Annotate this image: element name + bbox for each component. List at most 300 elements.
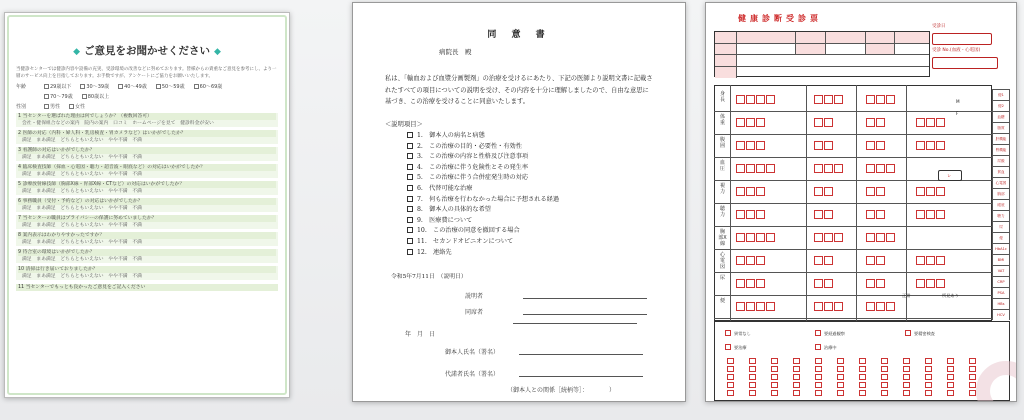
row-divider (714, 134, 992, 135)
input-cell[interactable] (866, 279, 875, 288)
age-option[interactable]: 50〜59歳 (156, 83, 185, 90)
diagnosis-cell[interactable] (837, 358, 844, 364)
input-cell[interactable] (926, 187, 935, 196)
diagnosis-cell[interactable] (947, 374, 954, 380)
diagnosis-cell[interactable] (969, 390, 976, 396)
diagnosis-cell[interactable] (859, 382, 866, 388)
diagnosis-cell[interactable] (903, 366, 910, 372)
input-cell[interactable] (886, 95, 895, 104)
survey-question (16, 249, 278, 263)
side-index-item: 眼底 (992, 199, 1010, 210)
input-cell[interactable] (876, 233, 885, 242)
input-cell[interactable] (876, 141, 885, 150)
consent-title: 同 意 書 (487, 30, 551, 40)
row-label: 聴力 (719, 206, 725, 218)
input-cell[interactable] (824, 302, 833, 311)
diagnosis-cell[interactable] (815, 382, 822, 388)
checkbox[interactable] (407, 153, 413, 159)
item-text: 1. 御本人の病名と病態 (417, 132, 485, 139)
input-cell[interactable] (736, 256, 745, 265)
age-option[interactable]: 60〜69歳 (194, 83, 223, 90)
age-row (16, 83, 278, 90)
input-cell[interactable] (876, 118, 885, 127)
input-cell[interactable] (736, 187, 745, 196)
side-index-item: 便 (992, 232, 1010, 243)
diagnosis-section (714, 321, 1010, 401)
answer-scale[interactable]: 満足 まあ満足 どちらともいえない やや不満 不満 (22, 138, 142, 143)
explanation-item (407, 216, 559, 227)
diagnosis-cell[interactable] (837, 374, 844, 380)
input-cell[interactable] (876, 210, 885, 219)
diamond-icon: ◆ (73, 47, 80, 57)
input-cell[interactable] (814, 210, 823, 219)
age-option[interactable]: 40〜49歳 (118, 83, 147, 90)
answer-scale[interactable]: 満足 まあ満足 どちらともいえない やや不満 不満 (22, 206, 142, 211)
explanation-item (407, 226, 559, 237)
input-cell[interactable] (814, 118, 823, 127)
diagnosis-cell[interactable] (815, 366, 822, 372)
row-divider (714, 111, 992, 112)
sex-m: M (956, 99, 960, 104)
diagnosis-cell[interactable] (925, 358, 932, 364)
item-text: 3. この治療の内容と性格及び注意事項 (417, 153, 529, 161)
consent-form (352, 2, 686, 402)
age-option[interactable]: 70〜79歳 (44, 93, 73, 100)
checkbox[interactable] (407, 206, 413, 212)
checkbox[interactable] (407, 196, 413, 202)
input-cell[interactable] (756, 118, 765, 127)
survey-intro: 当健診センターでは健診内容や設備の充実、受診環境の改善などに努めております。皆様からの貴重なご意見を参考にし、より一層のサービス向上を目指しております。お手数ですが、アンケートにご協力をお願いいたします。 (16, 67, 277, 79)
diagnosis-option[interactable]: 要治療 (725, 344, 747, 351)
side-index-item: 便2 (992, 100, 1010, 111)
answer-scale[interactable]: 満足 まあ満足 どちらともいえない やや不満 不満 (22, 223, 142, 228)
diagnosis-cell[interactable] (793, 374, 800, 380)
input-cell[interactable] (746, 210, 755, 219)
input-cell[interactable] (766, 95, 775, 104)
input-cell[interactable] (766, 302, 775, 311)
diagnosis-cell[interactable] (881, 382, 888, 388)
input-cell[interactable] (936, 210, 945, 219)
side-index-item: BMI (992, 254, 1010, 265)
input-cell[interactable] (866, 164, 875, 173)
ymd-label: 年 月 日 (405, 331, 436, 338)
side-index-item: 脂質 (992, 122, 1010, 133)
medical-check-form (705, 2, 1017, 402)
question-text: 8 案内表示はわかりやすかったですか？ (18, 232, 276, 239)
input-cell[interactable] (814, 164, 823, 173)
diagnosis-cell[interactable] (925, 374, 932, 380)
diagnosis-option[interactable]: 異常なし (725, 330, 751, 337)
diagnosis-cell[interactable] (727, 366, 734, 372)
question-text: 9 待合室の環境はいかがでしたか？ (18, 249, 276, 256)
input-cell[interactable] (926, 256, 935, 265)
diagnosis-cell[interactable] (837, 366, 844, 372)
checkbox[interactable] (407, 174, 413, 180)
diagnosis-cell[interactable] (815, 358, 822, 364)
question-text: 6 事務職員（受付・予約など）の対応はいかがでしたか？ (18, 198, 276, 205)
diagnosis-cell[interactable] (837, 390, 844, 396)
item-text: 8. 御本人の具体的な希望 (417, 206, 491, 214)
row-divider (714, 272, 992, 273)
diagnosis-cell[interactable] (903, 358, 910, 364)
question-text: 10 清掃は行き届いておりましたか？ (18, 266, 276, 273)
diagnosis-cell[interactable] (969, 358, 976, 364)
item-text: 5. この治療に伴う合併症発生時の対応 (417, 174, 529, 182)
diagnosis-cell[interactable] (771, 358, 778, 364)
column-divider (856, 85, 857, 321)
proxy-sign-label: 代諾者氏名（署名） (445, 371, 500, 378)
diagnosis-cell[interactable] (727, 358, 734, 364)
checkbox[interactable] (407, 217, 413, 223)
input-cell[interactable] (746, 164, 755, 173)
item-text: 2. この治療の目的・必要性・有効性 (417, 142, 522, 150)
answer-scale[interactable]: 満足 まあ満足 どちらともいえない やや不満 不満 (22, 155, 142, 160)
input-cell[interactable] (936, 187, 945, 196)
side-index-item: 血糖 (992, 111, 1010, 122)
row-label: 体重 (719, 114, 725, 126)
item-text: 6. 代替可能な治療 (417, 184, 473, 192)
row-label: 身長 (719, 91, 725, 103)
sex-row (16, 103, 278, 110)
input-cell[interactable] (824, 118, 833, 127)
input-cell[interactable] (936, 141, 945, 150)
attendee-line[interactable] (465, 307, 647, 316)
age-label: 年齢 (16, 84, 27, 90)
input-cell[interactable] (876, 164, 885, 173)
explanation-item (407, 152, 559, 163)
input-cell[interactable] (936, 118, 945, 127)
answer-scale[interactable]: 満足 まあ満足 どちらともいえない やや不満 不満 (22, 189, 142, 194)
diagnosis-cell[interactable] (771, 366, 778, 372)
input-cell[interactable] (936, 279, 945, 288)
input-cell[interactable] (756, 141, 765, 150)
explanation-item (407, 237, 559, 248)
side-index-item: PSA (992, 287, 1010, 298)
side-index-item: 便1 (992, 89, 1010, 100)
input-cell[interactable] (756, 302, 765, 311)
checkbox[interactable] (407, 164, 413, 170)
row-divider (714, 157, 992, 158)
row-label: 便 (719, 298, 725, 304)
input-cell[interactable] (756, 233, 765, 242)
input-cell[interactable] (756, 256, 765, 265)
input-cell[interactable] (926, 210, 935, 219)
side-index-item: 心電図 (992, 177, 1010, 188)
input-cell[interactable] (756, 279, 765, 288)
survey-question (16, 181, 278, 195)
diagnosis-cell[interactable] (749, 390, 756, 396)
item-text: 12. 連絡先 (417, 248, 452, 256)
diagnosis-cell[interactable] (947, 390, 954, 396)
item-text: 10. この治療の同意を撤回する場合 (417, 227, 520, 235)
diagnosis-cell[interactable] (749, 382, 756, 388)
diagnosis-cell[interactable] (727, 374, 734, 380)
diagnosis-cell[interactable] (749, 366, 756, 372)
diagnosis-option[interactable]: 要経過観察 (815, 330, 845, 337)
row-divider (714, 249, 992, 250)
proxy-sign-line[interactable] (445, 369, 643, 378)
side-index-item: HbA1c (992, 243, 1010, 254)
input-cell[interactable] (814, 233, 823, 242)
row-divider (714, 203, 992, 204)
checkbox[interactable] (407, 238, 413, 244)
input-cell[interactable] (834, 164, 843, 173)
side-index-item: HBs (992, 298, 1010, 309)
diagnosis-cell[interactable] (859, 374, 866, 380)
explanation-item (407, 173, 559, 184)
side-index-item: HCV (992, 309, 1010, 320)
diagnosis-cell[interactable] (727, 382, 734, 388)
input-cell[interactable] (736, 210, 745, 219)
diagnosis-cell[interactable] (793, 358, 800, 364)
question-text: 5 診療放射線技師（胸部X線・胃部X線・CTなど）の対応はいかがでしたか？ (18, 181, 276, 188)
input-cell[interactable] (916, 141, 925, 150)
explanation-item (407, 163, 559, 174)
input-cell[interactable] (814, 256, 823, 265)
age-row-2 (16, 93, 278, 100)
input-cell[interactable] (736, 95, 745, 104)
input-cell[interactable] (824, 164, 833, 173)
relation-line: （御本人との関係［続柄等］： ） (507, 387, 616, 394)
diagnosis-cell[interactable] (749, 374, 756, 380)
input-cell[interactable] (834, 302, 843, 311)
question-text: 2 医師の対応（内科・婦人科・乳房検査・胃カメラなど）はいかがでしたか？ (18, 130, 276, 137)
item-text: 11. セカンドオピニオンについて (417, 237, 514, 245)
survey-question (16, 113, 278, 127)
sex-option[interactable]: 女性 (69, 103, 85, 110)
row-divider (714, 226, 992, 227)
diagnosis-cell[interactable] (947, 382, 954, 388)
input-cell[interactable] (866, 187, 875, 196)
input-cell[interactable] (876, 187, 885, 196)
row-label: 腹囲 (719, 137, 725, 149)
answer-scale[interactable]: 会社・健保組合などの案内 院内の案内 口コミ ホームページを見て 健診料金が安い (22, 121, 214, 126)
input-cell[interactable] (824, 95, 833, 104)
input-cell[interactable] (866, 95, 875, 104)
explanation-item (407, 142, 559, 153)
input-cell[interactable] (746, 118, 755, 127)
side-index-column (992, 89, 1010, 320)
survey-form (4, 12, 290, 398)
diagnosis-cell[interactable] (881, 366, 888, 372)
diagnosis-cell[interactable] (793, 366, 800, 372)
input-cell[interactable] (866, 141, 875, 150)
input-cell[interactable] (886, 164, 895, 173)
diagnosis-cell[interactable] (947, 366, 954, 372)
checkbox[interactable] (407, 227, 413, 233)
diagnosis-cell[interactable] (859, 390, 866, 396)
diagnosis-cell[interactable] (815, 390, 822, 396)
input-cell[interactable] (746, 256, 755, 265)
input-cell[interactable] (814, 187, 823, 196)
diagnosis-cell[interactable] (903, 390, 910, 396)
row-label: 視力 (719, 183, 725, 195)
input-cell[interactable] (766, 164, 775, 173)
diagnosis-cell[interactable] (727, 390, 734, 396)
normal-label: 正常 (902, 293, 911, 298)
item-text: 4. この治療に伴う危険性とその発生率 (417, 163, 529, 171)
input-cell[interactable] (876, 279, 885, 288)
input-cell[interactable] (876, 95, 885, 104)
recv-date-label: 受診日 (932, 24, 946, 29)
side-index-item: 聴力 (992, 210, 1010, 221)
abnormal-label: 所見あり (942, 293, 959, 298)
input-cell[interactable] (756, 95, 765, 104)
answer-scale[interactable]: 満足 まあ満足 どちらともいえない やや不満 不満 (22, 274, 142, 279)
diagnosis-cell[interactable] (969, 366, 976, 372)
side-index-item: 胸部 (992, 188, 1010, 199)
diagnosis-cell[interactable] (749, 358, 756, 364)
diagnosis-cell[interactable] (837, 382, 844, 388)
input-cell[interactable] (736, 233, 745, 242)
input-cell[interactable] (824, 141, 833, 150)
diagnosis-cell[interactable] (881, 374, 888, 380)
row-label: 心電図 (719, 252, 725, 270)
survey-question (16, 147, 278, 161)
diagnosis-cell[interactable] (859, 358, 866, 364)
input-cell[interactable] (936, 256, 945, 265)
diagnosis-cell[interactable] (925, 366, 932, 372)
input-cell[interactable] (736, 118, 745, 127)
explanation-item (407, 131, 559, 142)
checkbox[interactable] (407, 185, 413, 191)
input-cell[interactable] (756, 210, 765, 219)
input-cell[interactable] (876, 302, 885, 311)
input-cell[interactable] (746, 141, 755, 150)
diagnosis-cell[interactable] (859, 366, 866, 372)
checkbox[interactable] (407, 132, 413, 138)
side-index-item: CRP (992, 276, 1010, 287)
input-cell[interactable] (824, 279, 833, 288)
input-cell[interactable] (866, 118, 875, 127)
input-cell[interactable] (814, 279, 823, 288)
diagnosis-cell[interactable] (793, 390, 800, 396)
diagnosis-cell[interactable] (793, 382, 800, 388)
survey-question (16, 215, 278, 229)
explainer-line[interactable] (465, 291, 647, 300)
input-cell[interactable] (814, 302, 823, 311)
explainer-label: 説明者 (465, 293, 484, 300)
input-cell[interactable] (824, 233, 833, 242)
consent-body: 私は、「輸血および血漿分画製剤」の治療を受けるにあたり、下記の医師より説明文書に記載されたすべての項目についての説明を受け、その内容を十分に理解しましたので、自由な意思に基づき、この治療を受けることに同意いたします。 (385, 75, 653, 105)
checkbox[interactable] (407, 143, 413, 149)
input-cell[interactable] (746, 279, 755, 288)
input-cell[interactable] (926, 279, 935, 288)
diagnosis-cell[interactable] (925, 382, 932, 388)
stamp-box (938, 170, 962, 181)
explanation-item (407, 248, 559, 259)
input-cell[interactable] (916, 256, 925, 265)
age-option[interactable]: 80歳以上 (82, 93, 109, 100)
input-cell[interactable] (926, 141, 935, 150)
diagnosis-cell[interactable] (771, 382, 778, 388)
row-label: 胸部X線 (718, 229, 727, 247)
input-cell[interactable] (746, 233, 755, 242)
input-cell[interactable] (886, 302, 895, 311)
input-cell[interactable] (866, 302, 875, 311)
diagnosis-option[interactable]: 要精密検査 (905, 330, 935, 337)
input-cell[interactable] (876, 256, 885, 265)
input-cell[interactable] (866, 256, 875, 265)
column-divider (906, 85, 907, 321)
input-cell[interactable] (916, 279, 925, 288)
survey-question (16, 266, 278, 280)
explanation-item (407, 205, 559, 216)
input-cell[interactable] (824, 210, 833, 219)
age-option[interactable]: 30〜39歳 (80, 83, 109, 90)
input-cell[interactable] (756, 164, 765, 173)
diagnosis-cell[interactable] (903, 374, 910, 380)
input-cell[interactable] (886, 233, 895, 242)
input-cell[interactable] (746, 95, 755, 104)
input-cell[interactable] (756, 187, 765, 196)
input-cell[interactable] (814, 95, 823, 104)
input-cell[interactable] (916, 187, 925, 196)
input-cell[interactable] (746, 187, 755, 196)
answer-scale[interactable]: 満足 まあ満足 どちらともいえない やや不満 不満 (22, 240, 142, 245)
input-cell[interactable] (736, 164, 745, 173)
input-cell[interactable] (866, 210, 875, 219)
input-cell[interactable] (736, 302, 745, 311)
diagnosis-cell[interactable] (881, 358, 888, 364)
explanation-item (407, 184, 559, 195)
input-cell[interactable] (916, 118, 925, 127)
input-cell[interactable] (814, 141, 823, 150)
diagnosis-cell[interactable] (969, 374, 976, 380)
recv-no-box[interactable] (932, 57, 998, 69)
input-cell[interactable] (766, 233, 775, 242)
column-divider (806, 85, 807, 321)
diagnosis-cell[interactable] (947, 358, 954, 364)
diagnosis-cell[interactable] (771, 390, 778, 396)
diagnosis-cell[interactable] (771, 374, 778, 380)
patient-info-header (714, 31, 930, 77)
sex-option[interactable]: 男性 (44, 103, 60, 110)
survey-question (16, 164, 278, 178)
diagnosis-cell[interactable] (969, 382, 976, 388)
side-index-item: 貧血 (992, 166, 1010, 177)
side-index-item: VAT (992, 265, 1010, 276)
survey-title (12, 43, 282, 58)
checkbox[interactable] (407, 249, 413, 255)
input-cell[interactable] (736, 141, 745, 150)
answer-scale[interactable]: 満足 まあ満足 どちらともいえない やや不満 不満 (22, 172, 142, 177)
input-cell[interactable] (834, 233, 843, 242)
age-option[interactable]: 29歳以下 (44, 83, 71, 90)
question-text: 1 当センターを選ばれた理由は何でしょうか？（複数回答可） (18, 113, 276, 120)
date-value: 令和5年7月11日 (391, 274, 435, 280)
input-cell[interactable] (746, 302, 755, 311)
diagnosis-option[interactable]: 治療中 (815, 344, 837, 351)
input-cell[interactable] (866, 233, 875, 242)
input-cell[interactable] (736, 279, 745, 288)
survey-title-text: ご意見をお聞かせください (84, 45, 210, 57)
input-cell[interactable] (824, 256, 833, 265)
input-cell[interactable] (916, 210, 925, 219)
diagnosis-cell[interactable] (925, 390, 932, 396)
survey-question (16, 130, 278, 144)
input-cell[interactable] (824, 187, 833, 196)
recv-date-box[interactable] (932, 33, 992, 45)
diagnosis-cell[interactable] (815, 374, 822, 380)
input-cell[interactable] (926, 118, 935, 127)
patient-sign-line[interactable] (445, 347, 643, 356)
diagnosis-cell[interactable] (903, 382, 910, 388)
input-cell[interactable] (834, 95, 843, 104)
answer-scale[interactable]: 満足 まあ満足 どちらともいえない やや不満 不満 (22, 257, 142, 262)
sex-label: 性別 (16, 104, 27, 110)
diagnosis-cell[interactable] (881, 390, 888, 396)
